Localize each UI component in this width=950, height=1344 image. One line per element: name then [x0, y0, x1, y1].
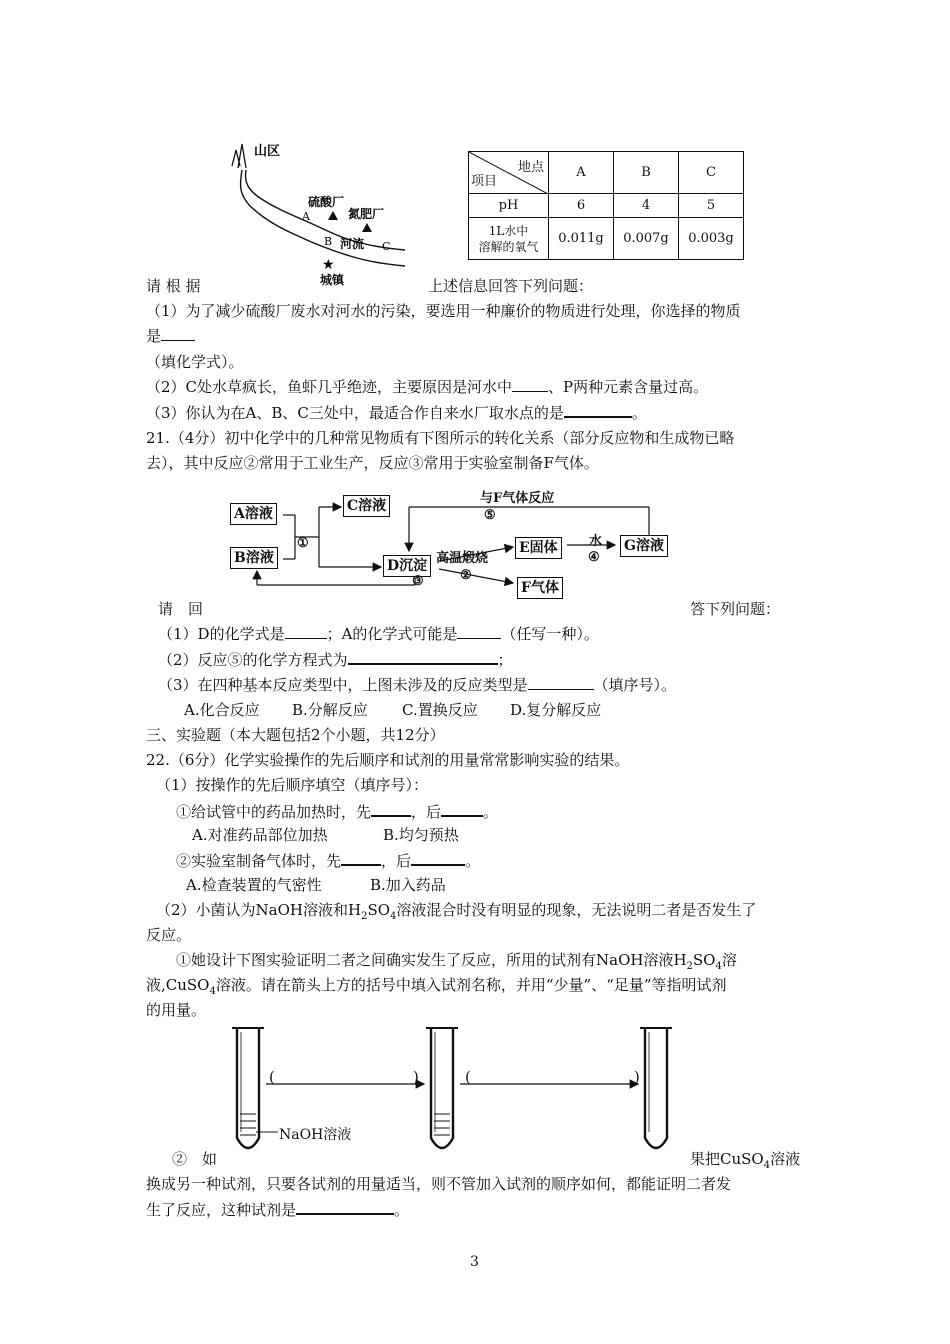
answer-blank[interactable] — [161, 325, 195, 341]
table-cell: 5 — [679, 194, 744, 218]
q22-line1: 22.（6分）化学实验操作的先后顺序和试剂的用量常常影响实验的结果。 — [146, 751, 630, 769]
arrow2-paren-left: ( — [465, 1068, 471, 1086]
q21-flow-diagram-lines — [225, 485, 685, 605]
answer-blank[interactable] — [441, 800, 483, 817]
reaction-1-marker: ① — [297, 536, 309, 551]
answer-blank[interactable] — [457, 623, 501, 639]
q22-c4a: ② 如 — [172, 1150, 218, 1168]
reaction-3-marker: ③ — [412, 574, 424, 589]
box-a-solution: A溶液 — [230, 503, 277, 525]
map-mountain-label: 山区 — [254, 144, 281, 159]
q21-option-c: C.置换反应 — [402, 701, 478, 719]
test-tube-2 — [426, 1028, 458, 1148]
box-c-solution: C溶液 — [343, 495, 390, 517]
test-tube-3 — [640, 1028, 672, 1148]
answer-blank[interactable] — [348, 648, 498, 665]
table-cell: 0.003g — [679, 218, 744, 260]
label-calcination: 高温煅烧 — [436, 551, 489, 566]
reaction-4-marker: ④ — [588, 550, 600, 565]
page-number: 3 — [470, 1254, 479, 1270]
q21-s2-line: （2）反应⑤的化学方程式为 ； — [158, 648, 513, 671]
q21-option-a: A.化合反应 — [184, 701, 260, 719]
q21-ask-b: 答下列问题： — [690, 600, 781, 618]
table-col-b: B — [614, 152, 679, 194]
q22-c5: 换成另一种试剂，只要各试剂的用量适当，则不管加入试剂的顺序如何，都能证明二者发 — [146, 1175, 732, 1193]
table-cell: 0.007g — [614, 218, 679, 260]
map-river-label: 河流 — [340, 237, 365, 251]
q21-line1: 21.（4分）初中化学中的几种常见物质有下图所示的转化关系（部分反应物和生成物已略 — [146, 429, 735, 447]
table-row-oxygen-label — [469, 218, 549, 260]
q22-c6-line: 生了反应，这种试剂是 。 — [146, 1198, 409, 1221]
q22-p1: （1）按操作的先后顺序填空（填序号）： — [156, 776, 429, 794]
oxygen-label-line2: 溶解的氧气 — [478, 239, 539, 254]
map-town-label: 城镇 — [320, 273, 345, 287]
answer-blank[interactable] — [371, 800, 411, 817]
box-e-solid: E固体 — [515, 537, 562, 559]
label-water: 水 — [589, 534, 603, 549]
q22-c4-line: 果把CuSO$_4$溶液 — [690, 1150, 801, 1171]
reaction-5-marker: ⑤ — [484, 508, 496, 523]
q21-option-d: D.复分解反应 — [510, 701, 602, 719]
label-react-f: 与F气体反应 — [480, 491, 555, 506]
reaction-2-marker: ② — [460, 568, 472, 583]
q20-intro-a: 请 根 据 — [146, 277, 201, 295]
svg-text:★: ★ — [322, 257, 335, 273]
table-corner-cell — [469, 152, 549, 194]
river-map-figure — [220, 138, 420, 288]
table-cell: 6 — [549, 194, 614, 218]
answer-blank[interactable] — [528, 674, 594, 690]
q22-item2-line: ②实验室制备气体时，先 ，后 。 — [176, 849, 480, 872]
q21-line2: 去），其中反应②常用于工业生产，反应③常用于实验室制备F气体。 — [146, 454, 599, 472]
section-3-heading: 三、实验题（本大题包括2个小题，共12分） — [146, 726, 445, 744]
q22-p2d: 反应。 — [146, 926, 192, 944]
box-g-solution: G溶液 — [620, 535, 668, 557]
table-header-place: 地点 — [517, 160, 544, 175]
answer-blank[interactable] — [411, 849, 465, 866]
q20-p2-line: （2）C处水草疯长，鱼虾几乎绝迹，主要原因是河水中 、P两种元素含量过高。 — [146, 378, 709, 396]
q21-s3-line: （3）在四种基本反应类型中，上图未涉及的反应类型是 （填序号）。 — [158, 676, 677, 694]
map-factory1-label: 硫酸厂 — [308, 195, 345, 209]
box-d-precipitate: D沉淀 — [383, 555, 431, 577]
q22-item2-opt-b: B.加入药品 — [370, 876, 446, 894]
answer-blank[interactable] — [512, 376, 548, 392]
box-b-solution: B溶液 — [230, 547, 278, 569]
table-col-c: C — [679, 152, 744, 194]
map-point-a: A — [302, 210, 310, 223]
arrow2-paren-right: ) — [634, 1068, 640, 1086]
table-cell: 4 — [614, 194, 679, 218]
q22-item1-opt-b: B.均匀预热 — [383, 826, 459, 844]
box-f-gas: F气体 — [517, 577, 563, 599]
answer-blank[interactable] — [296, 1198, 394, 1215]
q22-item1-opt-a: A.对准药品部位加热 — [192, 826, 328, 844]
q20-intro-b: 上述信息回答下列问题： — [428, 277, 594, 295]
q21-s1-line: （1）D的化学式是 ；A的化学式可能是 （任写一种）。 — [158, 625, 599, 643]
table-cell: 0.011g — [549, 218, 614, 260]
answer-blank[interactable] — [564, 401, 632, 418]
map-point-c: C — [382, 240, 391, 253]
map-point-b: B — [324, 235, 333, 248]
table-header-item: 项目 — [471, 174, 498, 189]
q22-item2-opt-a: A.检查装置的气密性 — [186, 876, 322, 894]
arrow1-paren-left: ( — [269, 1068, 275, 1086]
arrow1-paren-right: ) — [413, 1068, 419, 1086]
q22-item1-line: ①给试管中的药品加热时，先 ，后 。 — [176, 800, 498, 823]
q21-ask-a: 请 回 — [158, 600, 204, 618]
q22-c2-line: 液,CuSO$_4$溶液。请在箭头上方的括号中填入试剂名称，并用“少量”、“足量”等指明试剂 — [146, 976, 727, 997]
q20-p1b-line: 是 — [146, 325, 195, 347]
naoh-solution-label: NaOH溶液 — [279, 1127, 352, 1143]
q21-option-b: B.分解反应 — [292, 701, 368, 719]
answer-blank[interactable] — [285, 623, 327, 639]
table-col-a: A — [549, 152, 614, 194]
q22-c1-line: ①她设计下图实验证明二者之间确实发生了反应，所用的试剂有NaOH溶液$H_2SO_4$溶 — [176, 951, 737, 972]
q20-p1a: （1）为了减少硫酸厂废水对河水的污染，要选用一种廉价的物质进行处理，你选择的物质 — [146, 302, 741, 320]
test-tube-1 — [232, 1028, 264, 1148]
q20-p3-line: （3）你认为在A、B、C三处中，最适合作自来水厂取水点的是 。 — [146, 401, 647, 424]
river-data-table — [468, 151, 744, 260]
table-row-ph-label: pH — [469, 194, 549, 218]
q20-p1c: （填化学式）。 — [146, 353, 244, 371]
q22-p2-line: （2）小菌认为NaOH溶液和$H_2SO_4$溶液混合时没有明显的现象，无法说明二者是否发生了 — [156, 901, 757, 922]
q22-c3: 的用量。 — [146, 1001, 207, 1019]
map-factory2-label: 氮肥厂 — [348, 207, 385, 221]
answer-blank[interactable] — [341, 849, 381, 866]
oxygen-label-line1: 1L水中 — [488, 223, 529, 238]
